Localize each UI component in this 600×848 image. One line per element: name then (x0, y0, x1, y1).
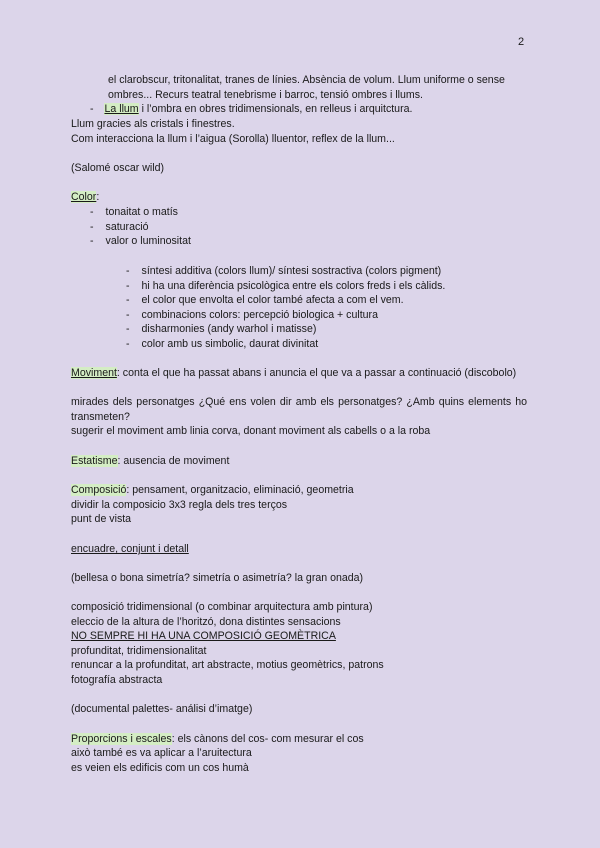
intro-bullet (90, 102, 412, 116)
color-subitem-text: combinacions colors: percepció biologica + cultura (141, 309, 378, 321)
color-heading-colon: : (96, 191, 100, 203)
intro-line-1: el clarobscur, tritonalitat, tranes de línies. Absència de volum. Llum uniforme o sense (108, 74, 505, 86)
page-number: 2 (518, 36, 525, 48)
moviment-heading: Moviment (71, 367, 117, 379)
composicio-line-4: encuadre, conjunt i detall (71, 543, 189, 555)
color-item: - saturació (90, 221, 149, 233)
estatisme-line (71, 454, 229, 468)
estatisme-heading: Estatisme (71, 455, 118, 467)
color-item-text: tonaitat o matís (105, 206, 178, 218)
proporcions-line-3: es veien els edificis com un cos humà (71, 762, 249, 774)
color-subitem-text: disharmonies (andy warhol i matisse) (141, 323, 317, 335)
color-subitem: - síntesi additiva (colors llum)/ síntesi sostractiva (colors pigment) (126, 265, 442, 277)
color-subitem: - el color que envolta el color també afecta a com el vem. (126, 294, 404, 306)
color-subitem-text: el color que envolta el color també afecta a com el vem. (141, 294, 404, 306)
color-item: - tonaitat o matís (90, 206, 178, 218)
moviment-paragraph (71, 366, 527, 381)
moviment-line-2: mirades dels personatges ¿Qué ens volen dir amb els personatges? ¿Amb quins elements ho transmeten? (71, 396, 527, 423)
color-item: - valor o luminositat (90, 235, 191, 247)
composicio-line-8: NO SEMPRE HI HA UNA COMPOSICIÓ GEOMÈTRICA (71, 630, 336, 642)
proporcions-heading: Proporcions i escales (71, 733, 172, 745)
composicio-line (71, 483, 354, 497)
composicio-text: : pensament, organitzacio, eliminació, geometria (126, 484, 354, 496)
composicio-line-2: dividir la composicio 3x3 regla dels tres terços (71, 499, 288, 511)
la-llum-term: La llum (104, 103, 139, 115)
intro-line-6: (Salomé oscar wild) (71, 162, 165, 174)
color-subitem-text: color amb us simbolic, daurat divinitat (141, 338, 319, 350)
color-subitem: - color amb us simbolic, daurat divinitat (126, 338, 319, 350)
moviment-text: : conta el que ha passat abans i anuncia el que va a passar a continuació (discobolo) (116, 367, 517, 379)
intro-line-2: ombres... Recurs teatral tenebrisme i barroc, tensió ombres i llums. (108, 89, 423, 101)
composicio-line-3: punt de vista (71, 513, 132, 525)
proporcions-line-2: això també es va aplicar a l’aruitectura (71, 747, 252, 759)
proporcions-line (71, 732, 364, 746)
composicio-line-10: renuncar a la profunditat, art abstracte, motius geomètrics, patrons (71, 659, 384, 671)
color-subitem: - hi ha una diferència psicològica entre els colors freds i els càlids. (126, 280, 446, 292)
color-subitem-text: síntesi additiva (colors llum)/ síntesi sostractiva (colors pigment) (141, 265, 442, 277)
composicio-line-11: fotografía abstracta (71, 674, 163, 686)
intro-line-4: Llum gracies als cristals i finestres. (71, 118, 235, 130)
color-subitem: - combinacions colors: percepció biologica + cultura (126, 309, 378, 321)
proporcions-text: : els cànons del cos- com mesurar el cos (171, 733, 364, 745)
color-heading-text: Color (71, 191, 97, 203)
bullet-dash: - (90, 103, 94, 115)
intro-line-5: Com interacciona la llum i l’aigua (Sorolla) lluentor, reflex de la llum... (71, 133, 395, 145)
composicio-line-5: (bellesa o bona simetría? simetría o asimetría? la gran onada) (71, 572, 364, 584)
composicio-heading: Composició (71, 484, 127, 496)
color-item-text: saturació (105, 221, 149, 233)
color-subitem: - disharmonies (andy warhol i matisse) (126, 323, 317, 335)
composicio-line-9: profunditat, tridimensionalitat (71, 645, 207, 657)
intro-bullet-text: i l’ombra en obres tridimensionals, en relleus i arquitctura. (138, 103, 413, 115)
color-item-text: valor o luminositat (105, 235, 191, 247)
composicio-line-6: composició tridimensional (o combinar arquitectura amb pintura) (71, 601, 373, 613)
color-subitem-text: hi ha una diferència psicològica entre els colors freds i els càlids. (141, 280, 446, 292)
composicio-line-12: (documental palettes- análisi d’imatge) (71, 703, 253, 715)
composicio-line-7: eleccio de la altura de l’horitzó, dona distintes sensacions (71, 616, 341, 628)
moviment-line-3: sugerir el moviment amb linia corva, donant moviment als cabells o a la roba (71, 425, 431, 437)
estatisme-text: : ausencia de moviment (117, 455, 230, 467)
color-heading (71, 190, 99, 204)
